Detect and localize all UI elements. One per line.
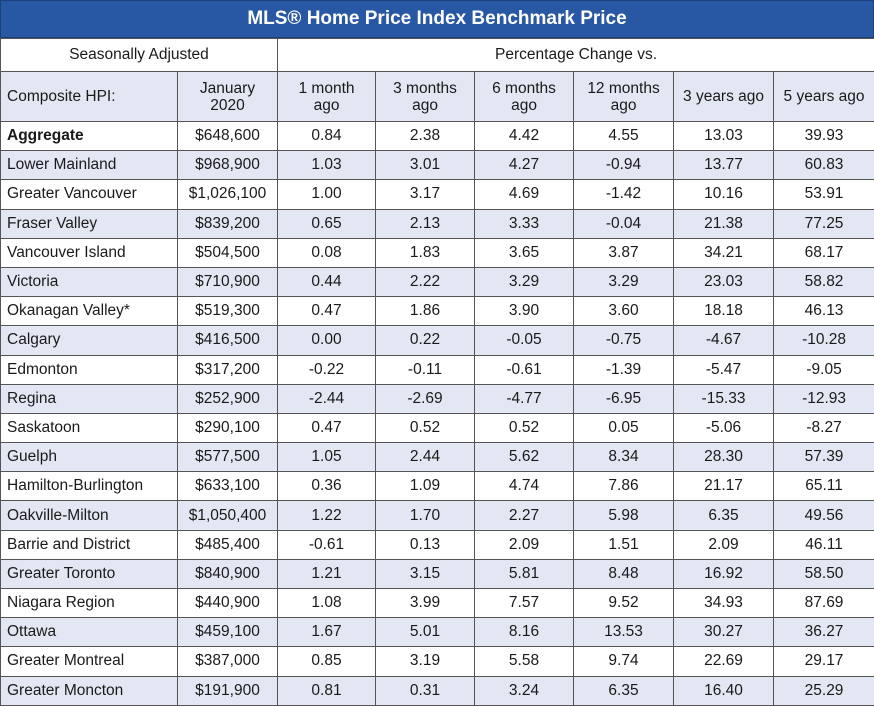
cell-name: Greater Vancouver xyxy=(1,180,178,209)
table-row xyxy=(1,501,874,530)
cell-price: $519,300 xyxy=(178,297,278,326)
cell-m12: 4.55 xyxy=(574,122,674,151)
cell-price: $252,900 xyxy=(178,384,278,413)
cell-m1: -2.44 xyxy=(278,384,376,413)
january-header: January 2020 xyxy=(178,72,278,122)
cell-m12: -0.94 xyxy=(574,151,674,180)
cell-name: Barrie and District xyxy=(1,530,178,559)
cell-name: Victoria xyxy=(1,267,178,296)
cell-y3: 13.77 xyxy=(674,151,774,180)
cell-m1: 0.65 xyxy=(278,209,376,238)
cell-m6: 3.65 xyxy=(475,238,574,267)
cell-y5: 60.83 xyxy=(774,151,874,180)
cell-price: $440,900 xyxy=(178,589,278,618)
table-title: MLS® Home Price Index Benchmark Price xyxy=(0,0,874,38)
cell-name: Fraser Valley xyxy=(1,209,178,238)
cell-m1: -0.61 xyxy=(278,530,376,559)
cell-price: $839,200 xyxy=(178,209,278,238)
cell-m3: 1.83 xyxy=(376,238,475,267)
cell-y3: 10.16 xyxy=(674,180,774,209)
cell-y5: 58.50 xyxy=(774,559,874,588)
cell-y5: 49.56 xyxy=(774,501,874,530)
cell-y5: -9.05 xyxy=(774,355,874,384)
cell-m1: 0.47 xyxy=(278,413,376,442)
table-row xyxy=(1,413,874,442)
cell-m6: 5.62 xyxy=(475,443,574,472)
cell-y3: 22.69 xyxy=(674,647,774,676)
cell-m6: 7.57 xyxy=(475,589,574,618)
cell-y5: 77.25 xyxy=(774,209,874,238)
cell-m3: 2.44 xyxy=(376,443,475,472)
y3-header: 3 years ago xyxy=(674,72,774,122)
cell-name: Niagara Region xyxy=(1,589,178,618)
table-row xyxy=(1,355,874,384)
cell-m12: -1.42 xyxy=(574,180,674,209)
cell-y3: -5.47 xyxy=(674,355,774,384)
y5-header: 5 years ago xyxy=(774,72,874,122)
cell-m3: -2.69 xyxy=(376,384,475,413)
m6-header: 6 months ago xyxy=(475,72,574,122)
cell-m6: 4.42 xyxy=(475,122,574,151)
cell-y5: 39.93 xyxy=(774,122,874,151)
cell-m3: 3.15 xyxy=(376,559,475,588)
cell-y5: 46.11 xyxy=(774,530,874,559)
cell-y5: -10.28 xyxy=(774,326,874,355)
cell-y5: 57.39 xyxy=(774,443,874,472)
cell-m6: 2.09 xyxy=(475,530,574,559)
cell-m3: 5.01 xyxy=(376,618,475,647)
cell-name: Aggregate xyxy=(1,122,178,151)
cell-m1: 0.08 xyxy=(278,238,376,267)
cell-name: Greater Moncton xyxy=(1,676,178,705)
cell-y3: 13.03 xyxy=(674,122,774,151)
cell-m6: -0.05 xyxy=(475,326,574,355)
cell-m1: 0.81 xyxy=(278,676,376,705)
cell-m12: 9.52 xyxy=(574,589,674,618)
cell-m3: 3.99 xyxy=(376,589,475,618)
cell-m6: 2.27 xyxy=(475,501,574,530)
cell-m3: 2.13 xyxy=(376,209,475,238)
cell-y3: -4.67 xyxy=(674,326,774,355)
cell-m1: -0.22 xyxy=(278,355,376,384)
cell-price: $1,050,400 xyxy=(178,501,278,530)
cell-y5: 46.13 xyxy=(774,297,874,326)
cell-price: $191,900 xyxy=(178,676,278,705)
table-row xyxy=(1,151,874,180)
cell-price: $387,000 xyxy=(178,647,278,676)
cell-m3: 0.13 xyxy=(376,530,475,559)
table-row xyxy=(1,384,874,413)
cell-m12: 9.74 xyxy=(574,647,674,676)
cell-name: Oakville-Milton xyxy=(1,501,178,530)
table-row xyxy=(1,676,874,705)
cell-m12: -1.39 xyxy=(574,355,674,384)
table-row xyxy=(1,589,874,618)
cell-price: $648,600 xyxy=(178,122,278,151)
table-row xyxy=(1,209,874,238)
cell-m3: 3.17 xyxy=(376,180,475,209)
cell-m6: 3.33 xyxy=(475,209,574,238)
table-row xyxy=(1,238,874,267)
cell-m1: 1.21 xyxy=(278,559,376,588)
cell-name: Greater Toronto xyxy=(1,559,178,588)
cell-m12: 3.29 xyxy=(574,267,674,296)
cell-price: $317,200 xyxy=(178,355,278,384)
cell-price: $485,400 xyxy=(178,530,278,559)
cell-m1: 0.00 xyxy=(278,326,376,355)
cell-y5: 25.29 xyxy=(774,676,874,705)
cell-name: Lower Mainland xyxy=(1,151,178,180)
cell-price: $577,500 xyxy=(178,443,278,472)
cell-y3: 16.92 xyxy=(674,559,774,588)
cell-m3: 0.31 xyxy=(376,676,475,705)
cell-y5: 29.17 xyxy=(774,647,874,676)
header-row-group xyxy=(1,39,874,72)
cell-m6: -4.77 xyxy=(475,384,574,413)
cell-name: Greater Montreal xyxy=(1,647,178,676)
cell-y3: 6.35 xyxy=(674,501,774,530)
m1-header: 1 month ago xyxy=(278,72,376,122)
table-row xyxy=(1,297,874,326)
header-row-columns xyxy=(1,72,874,122)
cell-m6: 4.69 xyxy=(475,180,574,209)
table-row xyxy=(1,559,874,588)
cell-y3: 21.38 xyxy=(674,209,774,238)
cell-price: $290,100 xyxy=(178,413,278,442)
cell-m3: 1.86 xyxy=(376,297,475,326)
cell-m12: 5.98 xyxy=(574,501,674,530)
table-row xyxy=(1,180,874,209)
composite-header: Composite HPI: xyxy=(1,72,178,122)
cell-y3: 34.93 xyxy=(674,589,774,618)
cell-y5: 65.11 xyxy=(774,472,874,501)
cell-m12: -0.04 xyxy=(574,209,674,238)
cell-m3: 1.70 xyxy=(376,501,475,530)
hpi-table xyxy=(0,38,874,706)
cell-y3: 16.40 xyxy=(674,676,774,705)
cell-m12: 1.51 xyxy=(574,530,674,559)
cell-name: Saskatoon xyxy=(1,413,178,442)
cell-m6: 5.81 xyxy=(475,559,574,588)
table-row xyxy=(1,122,874,151)
cell-m1: 1.03 xyxy=(278,151,376,180)
cell-m1: 0.47 xyxy=(278,297,376,326)
cell-price: $968,900 xyxy=(178,151,278,180)
cell-name: Ottawa xyxy=(1,618,178,647)
cell-name: Guelph xyxy=(1,443,178,472)
cell-m1: 0.36 xyxy=(278,472,376,501)
cell-m3: 1.09 xyxy=(376,472,475,501)
cell-y3: -15.33 xyxy=(674,384,774,413)
cell-price: $840,900 xyxy=(178,559,278,588)
cell-name: Edmonton xyxy=(1,355,178,384)
cell-price: $1,026,100 xyxy=(178,180,278,209)
cell-m1: 1.08 xyxy=(278,589,376,618)
cell-m6: 3.90 xyxy=(475,297,574,326)
cell-name: Hamilton-Burlington xyxy=(1,472,178,501)
table-row xyxy=(1,618,874,647)
cell-price: $633,100 xyxy=(178,472,278,501)
cell-m6: 4.27 xyxy=(475,151,574,180)
cell-m1: 1.22 xyxy=(278,501,376,530)
cell-name: Okanagan Valley* xyxy=(1,297,178,326)
m3-header: 3 months ago xyxy=(376,72,475,122)
cell-m6: 3.29 xyxy=(475,267,574,296)
table-row xyxy=(1,647,874,676)
cell-y5: 36.27 xyxy=(774,618,874,647)
cell-m1: 0.44 xyxy=(278,267,376,296)
cell-y3: -5.06 xyxy=(674,413,774,442)
cell-m3: 2.22 xyxy=(376,267,475,296)
cell-m1: 1.05 xyxy=(278,443,376,472)
table-row xyxy=(1,443,874,472)
table-row xyxy=(1,472,874,501)
cell-m6: 4.74 xyxy=(475,472,574,501)
cell-m3: 3.01 xyxy=(376,151,475,180)
cell-y3: 23.03 xyxy=(674,267,774,296)
cell-y3: 21.17 xyxy=(674,472,774,501)
cell-m6: 3.24 xyxy=(475,676,574,705)
cell-m3: 0.22 xyxy=(376,326,475,355)
cell-y5: -12.93 xyxy=(774,384,874,413)
cell-price: $710,900 xyxy=(178,267,278,296)
cell-y5: 68.17 xyxy=(774,238,874,267)
cell-m12: 8.48 xyxy=(574,559,674,588)
cell-m12: 13.53 xyxy=(574,618,674,647)
table-row xyxy=(1,530,874,559)
cell-y5: -8.27 xyxy=(774,413,874,442)
percentage-change-header: Percentage Change vs. xyxy=(278,39,874,72)
cell-y3: 34.21 xyxy=(674,238,774,267)
m12-header: 12 months ago xyxy=(574,72,674,122)
cell-y3: 2.09 xyxy=(674,530,774,559)
cell-m3: 2.38 xyxy=(376,122,475,151)
cell-m1: 1.00 xyxy=(278,180,376,209)
cell-y3: 28.30 xyxy=(674,443,774,472)
cell-m1: 0.84 xyxy=(278,122,376,151)
cell-m1: 0.85 xyxy=(278,647,376,676)
cell-y5: 58.82 xyxy=(774,267,874,296)
cell-y5: 87.69 xyxy=(774,589,874,618)
cell-price: $459,100 xyxy=(178,618,278,647)
table-body xyxy=(1,122,874,706)
cell-m6: 5.58 xyxy=(475,647,574,676)
cell-y3: 18.18 xyxy=(674,297,774,326)
cell-m6: -0.61 xyxy=(475,355,574,384)
seasonally-adjusted-header: Seasonally Adjusted xyxy=(1,39,278,72)
cell-y3: 30.27 xyxy=(674,618,774,647)
cell-m1: 1.67 xyxy=(278,618,376,647)
cell-m6: 0.52 xyxy=(475,413,574,442)
cell-m3: 0.52 xyxy=(376,413,475,442)
cell-m12: -0.75 xyxy=(574,326,674,355)
cell-m12: 3.87 xyxy=(574,238,674,267)
table-row xyxy=(1,267,874,296)
cell-m12: 0.05 xyxy=(574,413,674,442)
cell-m12: 8.34 xyxy=(574,443,674,472)
cell-m12: 7.86 xyxy=(574,472,674,501)
cell-price: $504,500 xyxy=(178,238,278,267)
cell-name: Regina xyxy=(1,384,178,413)
cell-y5: 53.91 xyxy=(774,180,874,209)
cell-name: Vancouver Island xyxy=(1,238,178,267)
cell-m6: 8.16 xyxy=(475,618,574,647)
cell-name: Calgary xyxy=(1,326,178,355)
cell-price: $416,500 xyxy=(178,326,278,355)
cell-m3: -0.11 xyxy=(376,355,475,384)
cell-m12: 6.35 xyxy=(574,676,674,705)
cell-m12: -6.95 xyxy=(574,384,674,413)
table-row xyxy=(1,326,874,355)
cell-m3: 3.19 xyxy=(376,647,475,676)
cell-m12: 3.60 xyxy=(574,297,674,326)
